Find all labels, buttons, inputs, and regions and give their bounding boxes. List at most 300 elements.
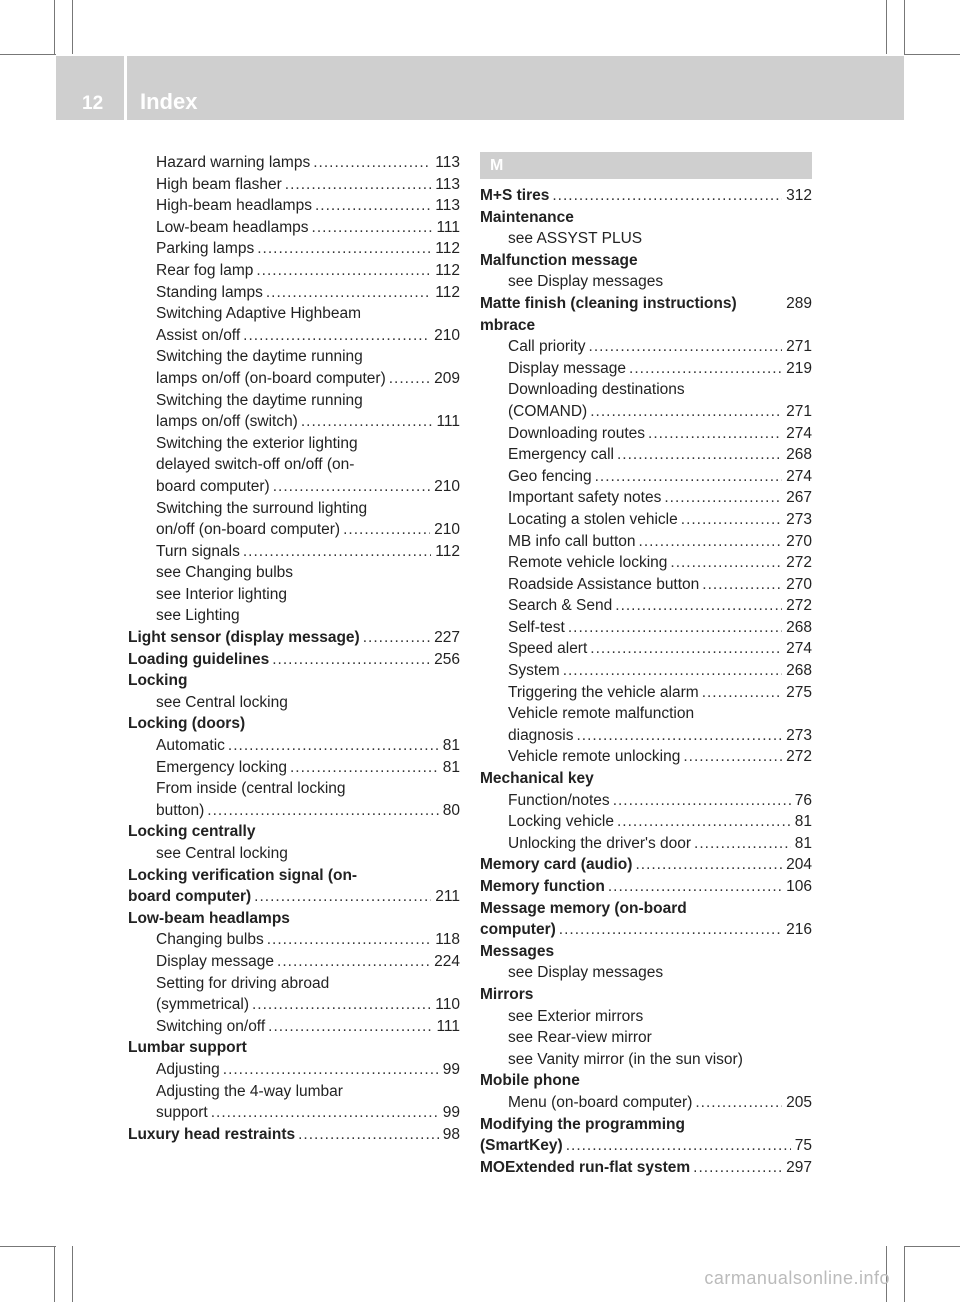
- leader-dots: [389, 368, 430, 390]
- index-entry-text: MB info call button: [508, 532, 636, 550]
- index-entry: [128, 778, 460, 800]
- index-entry: [128, 1124, 460, 1146]
- leader-dots: [268, 1016, 432, 1038]
- index-entry-text: Downloading routes: [508, 424, 646, 442]
- leader-dots: [595, 466, 783, 488]
- index-entry-page: 272: [786, 597, 812, 615]
- index-entry-page: 219: [786, 359, 812, 377]
- index-entry-page: 224: [434, 952, 460, 970]
- leader-dots: [608, 876, 782, 898]
- index-entry: [480, 1092, 812, 1114]
- index-entry-text: Search & Send: [508, 597, 613, 615]
- index-entry-text: Function/notes: [508, 791, 610, 809]
- index-entry-text: Mechanical key: [480, 770, 594, 788]
- index-entry: [128, 1081, 460, 1103]
- index-entry-text: Remote vehicle locking: [508, 554, 668, 572]
- index-entry-text: Memory card (audio): [480, 856, 633, 874]
- index-entry-text: Geo fencing: [508, 467, 592, 485]
- index-entry-text: Roadside Assistance button: [508, 575, 700, 593]
- index-entry: [128, 454, 460, 476]
- index-entry-page: 113: [435, 197, 460, 215]
- crop-mark: [0, 54, 56, 55]
- index-entry-page: 273: [786, 510, 812, 528]
- leader-dots: [683, 746, 782, 768]
- index-entry-page: 268: [786, 618, 812, 636]
- leader-dots: [694, 833, 791, 855]
- index-entry-page: 274: [786, 640, 812, 658]
- index-entry-page: 271: [786, 338, 812, 356]
- index-entry: [480, 1135, 812, 1157]
- index-entry-page: 275: [786, 683, 812, 701]
- index-entry: [480, 487, 812, 509]
- leader-dots: [301, 411, 433, 433]
- index-entry: [480, 271, 812, 293]
- index-entry-text: Locking (doors): [128, 715, 246, 733]
- index-entry: [480, 1006, 812, 1028]
- index-entry: [480, 315, 812, 337]
- index-entry-text: Lumbar support: [128, 1039, 247, 1057]
- index-column-left: [128, 152, 460, 1145]
- index-entry-page: 270: [786, 532, 812, 550]
- crop-mark: [904, 1246, 960, 1247]
- leader-dots: [211, 1102, 439, 1124]
- index-entry: [128, 843, 460, 865]
- index-entry: [480, 444, 812, 466]
- index-entry: [128, 1016, 460, 1038]
- index-entry-page: 271: [786, 402, 812, 420]
- index-entry: [480, 833, 812, 855]
- index-entry-page: 110: [435, 996, 460, 1014]
- index-entry-text: Menu (on-board computer): [508, 1093, 693, 1111]
- index-entry-text: Display message: [508, 359, 627, 377]
- index-entry-text: Locking centrally: [128, 823, 256, 841]
- index-entry: [480, 617, 812, 639]
- index-entry: [128, 411, 460, 433]
- index-entry-text: lamps on/off (switch): [156, 413, 298, 431]
- index-entry-text: Maintenance: [480, 208, 574, 226]
- index-entry-page: 113: [435, 175, 460, 193]
- index-entry-text: Important safety notes: [508, 489, 662, 507]
- leader-dots: [285, 174, 431, 196]
- crop-mark: [904, 54, 960, 55]
- index-entry-text: Adjusting: [156, 1060, 220, 1078]
- index-entry: [480, 984, 812, 1006]
- index-entry-page: 270: [786, 575, 812, 593]
- index-entry-text: From inside (central locking: [156, 780, 346, 798]
- index-entry-page: 297: [786, 1158, 812, 1176]
- index-entry: [128, 303, 460, 325]
- leader-dots: [313, 152, 431, 174]
- section-letter-header: M: [480, 152, 812, 179]
- leader-dots: [702, 682, 782, 704]
- index-entry-text: Switching on/off: [156, 1017, 266, 1035]
- leader-dots: [272, 649, 430, 671]
- leader-dots: [243, 541, 431, 563]
- leader-dots: [563, 660, 782, 682]
- index-entry: [128, 692, 460, 714]
- index-entry: [128, 433, 460, 455]
- index-entry-text: lamps on/off (on-board computer): [156, 369, 386, 387]
- leader-dots: [670, 552, 782, 574]
- index-entry: [480, 552, 812, 574]
- index-entry-text: (SmartKey): [480, 1137, 563, 1155]
- index-entry-text: Loading guidelines: [128, 650, 270, 668]
- index-entry: [128, 627, 460, 649]
- index-entry: [128, 994, 460, 1016]
- index-entry: [480, 1027, 812, 1049]
- index-entry-text: Light sensor (display message): [128, 629, 360, 647]
- index-entry-text: Switching the daytime running: [156, 391, 363, 409]
- leader-dots: [256, 260, 431, 282]
- index-entry-page: 209: [434, 369, 460, 387]
- crop-mark: [72, 0, 73, 54]
- index-entry: [480, 531, 812, 553]
- index-entry: [128, 195, 460, 217]
- index-entry: [128, 152, 460, 174]
- index-entry: [480, 1049, 812, 1071]
- leader-dots: [635, 854, 782, 876]
- index-entry: [128, 238, 460, 260]
- index-entry: [480, 876, 812, 898]
- index-entry: [480, 703, 812, 725]
- leader-dots: [589, 336, 783, 358]
- crop-mark: [72, 1246, 73, 1302]
- index-entry: [128, 605, 460, 627]
- index-entry-text: Speed alert: [508, 640, 588, 658]
- index-entry: [480, 768, 812, 790]
- leader-dots: [273, 476, 430, 498]
- index-entry-page: 81: [442, 758, 460, 776]
- leader-dots: [695, 1092, 782, 1114]
- header-separator: [124, 56, 127, 120]
- index-entry: [128, 282, 460, 304]
- index-entry: [128, 390, 460, 412]
- index-entry-text: Mobile phone: [480, 1072, 580, 1090]
- index-entry: [128, 865, 460, 887]
- leader-dots: [312, 217, 433, 239]
- leader-dots: [617, 811, 791, 833]
- index-entry-text: Locating a stolen vehicle: [508, 510, 678, 528]
- index-entry-text: support: [156, 1104, 208, 1122]
- index-entry-page: 272: [786, 554, 812, 572]
- index-entry: [128, 757, 460, 779]
- index-entry-text: Low-beam headlamps: [156, 218, 309, 236]
- index-entry-page: 210: [434, 326, 460, 344]
- leader-dots: [290, 757, 439, 779]
- index-entry-page: 205: [786, 1093, 812, 1111]
- leader-dots: [363, 627, 430, 649]
- index-entry-page: 111: [436, 218, 460, 236]
- index-entry-page: 113: [435, 154, 460, 171]
- index-entry: [128, 584, 460, 606]
- index-entry-text: Unlocking the driver's door: [508, 834, 692, 852]
- leader-dots: [267, 929, 432, 951]
- index-entry: [128, 951, 460, 973]
- index-entry-text: see Vanity mirror (in the sun visor): [508, 1050, 743, 1068]
- index-entry-text: Message memory (on-board: [480, 899, 687, 917]
- index-entry: [128, 649, 460, 671]
- crop-mark: [54, 0, 55, 54]
- index-entry-text: Adjusting the 4-way lumbar: [156, 1082, 343, 1100]
- leader-dots: [228, 735, 439, 757]
- index-entry: [480, 595, 812, 617]
- index-entry-text: Locking: [128, 672, 188, 690]
- index-entry: [480, 790, 812, 812]
- index-entry: [480, 811, 812, 833]
- index-entry-text: board computer): [128, 888, 252, 906]
- index-entry: [480, 638, 812, 660]
- index-entry: [480, 185, 812, 207]
- leader-dots: [613, 790, 791, 812]
- index-entry-text: see Lighting: [156, 607, 240, 625]
- leader-dots: [648, 423, 782, 445]
- crop-mark: [0, 1246, 56, 1247]
- index-entry-page: 76: [794, 791, 812, 809]
- index-entry: [480, 423, 812, 445]
- index-entry: [128, 886, 460, 908]
- index-entry: [128, 929, 460, 951]
- leader-dots: [629, 358, 782, 380]
- index-entry-text: M+S tires: [480, 187, 550, 204]
- index-entry: [480, 293, 812, 315]
- index-entry-page: 80: [442, 801, 460, 819]
- index-entry-text: see Exterior mirrors: [508, 1007, 644, 1025]
- page-number: 12: [82, 93, 104, 114]
- page-title: Index: [140, 89, 198, 114]
- leader-dots: [590, 401, 782, 423]
- index-entry-page: 112: [435, 240, 460, 258]
- index-entry-page: 99: [442, 1104, 460, 1122]
- index-entry-page: 112: [435, 261, 460, 279]
- index-entry-text: Low-beam headlamps: [128, 909, 290, 927]
- index-entry-page: 112: [435, 283, 460, 301]
- leader-dots: [615, 595, 782, 617]
- index-entry-page: 75: [794, 1137, 812, 1155]
- index-entry-text: Malfunction message: [480, 251, 638, 269]
- index-entry-text: Matte finish (cleaning instructions): [480, 294, 737, 312]
- leader-dots: [257, 238, 431, 260]
- index-entry: [128, 519, 460, 541]
- index-entry-text: Emergency call: [508, 446, 614, 464]
- index-entry-text: button): [156, 801, 205, 819]
- index-entry-text: Setting for driving abroad: [156, 974, 330, 992]
- leader-dots: [223, 1059, 439, 1081]
- index-entry-page: 273: [786, 726, 812, 744]
- leader-dots: [298, 1124, 439, 1146]
- index-entry: [128, 346, 460, 368]
- index-entry-page: 106: [786, 878, 812, 895]
- crop-mark: [904, 0, 905, 54]
- index-entry-page: 81: [442, 737, 460, 755]
- index-entry-text: MOExtended run-flat system: [480, 1158, 691, 1176]
- index-entry-text: mbrace: [480, 316, 536, 334]
- index-entry: [480, 466, 812, 488]
- crop-mark: [886, 0, 887, 54]
- index-entry: [480, 1070, 812, 1092]
- index-entry-text: Changing bulbs: [156, 931, 264, 949]
- index-entry-text: see Interior lighting: [156, 585, 287, 603]
- index-entry-text: Switching the exterior lighting: [156, 434, 358, 452]
- index-entry: [480, 207, 812, 229]
- index-entry: [128, 973, 460, 995]
- index-entry-page: 274: [786, 467, 812, 485]
- index-entry: [128, 670, 460, 692]
- index-entry-page: 99: [442, 1060, 460, 1078]
- index-entry-text: Triggering the vehicle alarm: [508, 683, 699, 701]
- index-entry-text: see Central locking: [156, 845, 288, 862]
- index-entry: [128, 217, 460, 239]
- index-entry: [128, 713, 460, 735]
- index-entry-text: Standing lamps: [156, 283, 263, 301]
- index-entry-page: 111: [436, 413, 460, 431]
- leader-dots: [566, 1135, 791, 1157]
- index-entry-page: 268: [786, 662, 812, 680]
- index-entry: [128, 562, 460, 584]
- index-entry: [480, 941, 812, 963]
- index-entry-text: Call priority: [508, 338, 586, 356]
- index-entry: [480, 660, 812, 682]
- leader-dots: [702, 574, 782, 596]
- index-entry: [480, 854, 812, 876]
- index-entry: [128, 1102, 460, 1124]
- index-entry: [480, 574, 812, 596]
- leader-dots: [568, 617, 782, 639]
- index-entry-text: Display message: [156, 952, 275, 970]
- index-entry-text: see Display messages: [508, 964, 664, 982]
- index-entry-text: Locking vehicle: [508, 813, 614, 831]
- index-entry-page: 272: [786, 748, 812, 766]
- index-entry: [480, 401, 812, 423]
- index-entry-text: (COMAND): [508, 402, 588, 420]
- index-entry-text: (symmetrical): [156, 996, 249, 1014]
- index-entry-text: Memory function: [480, 878, 605, 895]
- index-entry-text: delayed switch-off on/off (on-: [156, 456, 355, 474]
- watermark: carmanualsonline.info: [704, 1268, 890, 1288]
- index-entry: [480, 1114, 812, 1136]
- index-entry-page: 268: [786, 446, 812, 464]
- index-entry-text: see Changing bulbs: [156, 564, 294, 582]
- index-entry-text: Luxury head restraints: [128, 1125, 296, 1143]
- index-entry-page: 204: [786, 856, 812, 874]
- index-entry-text: Emergency locking: [156, 758, 287, 776]
- index-entry-page: 274: [786, 424, 812, 442]
- index-entry-text: High beam flasher: [156, 175, 282, 193]
- index-entry-text: Modifying the programming: [480, 1115, 685, 1133]
- index-entry: [480, 746, 812, 768]
- leader-dots: [693, 1157, 782, 1179]
- index-entry-text: System: [508, 662, 560, 680]
- index-entry: [480, 358, 812, 380]
- crop-mark: [54, 1246, 55, 1302]
- leader-dots: [617, 444, 782, 466]
- index-entry-page: 267: [786, 489, 812, 507]
- index-entry: [480, 336, 812, 358]
- leader-dots: [315, 195, 431, 217]
- index-entry: [480, 1157, 812, 1179]
- index-entries-m: [480, 185, 812, 1178]
- index-entry-page: 112: [435, 542, 460, 560]
- index-entry: [480, 379, 812, 401]
- index-entry: [128, 260, 460, 282]
- leader-dots: [552, 185, 782, 207]
- index-entry-text: Switching Adaptive Highbeam: [156, 305, 362, 323]
- index-entry: [128, 476, 460, 498]
- leader-dots: [639, 531, 783, 553]
- index-entry: [128, 1037, 460, 1059]
- index-entry: [128, 800, 460, 822]
- index-entry-text: board computer): [156, 477, 270, 495]
- index-entry-text: Switching the surround lighting: [156, 499, 368, 517]
- index-entry-text: Hazard warning lamps: [156, 154, 311, 171]
- index-entry-text: Downloading destinations: [508, 381, 685, 399]
- leader-dots: [243, 325, 430, 347]
- index-entry-page: 227: [434, 629, 460, 647]
- leader-dots: [252, 994, 431, 1016]
- crop-mark: [904, 1246, 905, 1302]
- index-entry: [128, 1059, 460, 1081]
- leader-dots: [207, 800, 438, 822]
- index-entry: [480, 898, 812, 920]
- leader-dots: [343, 519, 430, 541]
- leader-dots: [559, 919, 782, 941]
- index-entry: [480, 509, 812, 531]
- leader-dots: [266, 282, 431, 304]
- leader-dots: [681, 509, 782, 531]
- index-entry-page: 81: [794, 834, 812, 852]
- leader-dots: [254, 886, 431, 908]
- index-entry-text: Switching the daytime running: [156, 348, 363, 366]
- index-entry-text: see ASSYST PLUS: [508, 230, 643, 248]
- leader-dots: [577, 725, 783, 747]
- index-entry-page: 210: [434, 477, 460, 495]
- index-entry: [128, 368, 460, 390]
- index-entry: [128, 821, 460, 843]
- index-entry: [128, 498, 460, 520]
- index-entry-text: see Rear-view mirror: [508, 1029, 652, 1047]
- index-entry-text: Parking lamps: [156, 240, 255, 258]
- index-entry-text: Self-test: [508, 618, 565, 636]
- index-entry-page: 256: [434, 650, 460, 668]
- index-entry: [480, 725, 812, 747]
- index-entry-text: High-beam headlamps: [156, 197, 312, 215]
- index-entry-text: Mirrors: [480, 985, 534, 1003]
- index-entry-text: on/off (on-board computer): [156, 521, 341, 539]
- index-entry-text: Automatic: [156, 737, 225, 755]
- index-entry: [128, 735, 460, 757]
- leader-dots: [277, 951, 430, 973]
- index-entry-text: Locking verification signal (on-: [128, 866, 358, 884]
- index-entry: [128, 174, 460, 196]
- index-entry-text: see Display messages: [508, 273, 664, 291]
- index-entry-page: 98: [442, 1125, 460, 1143]
- index-entry-text: Assist on/off: [156, 326, 241, 344]
- index-entry-text: Vehicle remote malfunction: [508, 705, 695, 723]
- index-entry-text: Vehicle remote unlocking: [508, 748, 681, 766]
- index-entry-text: computer): [480, 921, 556, 939]
- index-entry-page: 289: [786, 294, 812, 312]
- index-entry: [128, 908, 460, 930]
- index-entry-page: 211: [435, 888, 460, 906]
- index-entry: [480, 919, 812, 941]
- index-entry-page: 312: [786, 187, 812, 204]
- index-entry-text: Rear fog lamp: [156, 261, 254, 279]
- leader-dots: [590, 638, 782, 660]
- index-entry-page: 216: [786, 921, 812, 939]
- index-entry-page: 81: [794, 813, 812, 831]
- index-entry-page: 118: [435, 931, 460, 949]
- index-entry-text: diagnosis: [508, 726, 574, 744]
- index-entry: [128, 541, 460, 563]
